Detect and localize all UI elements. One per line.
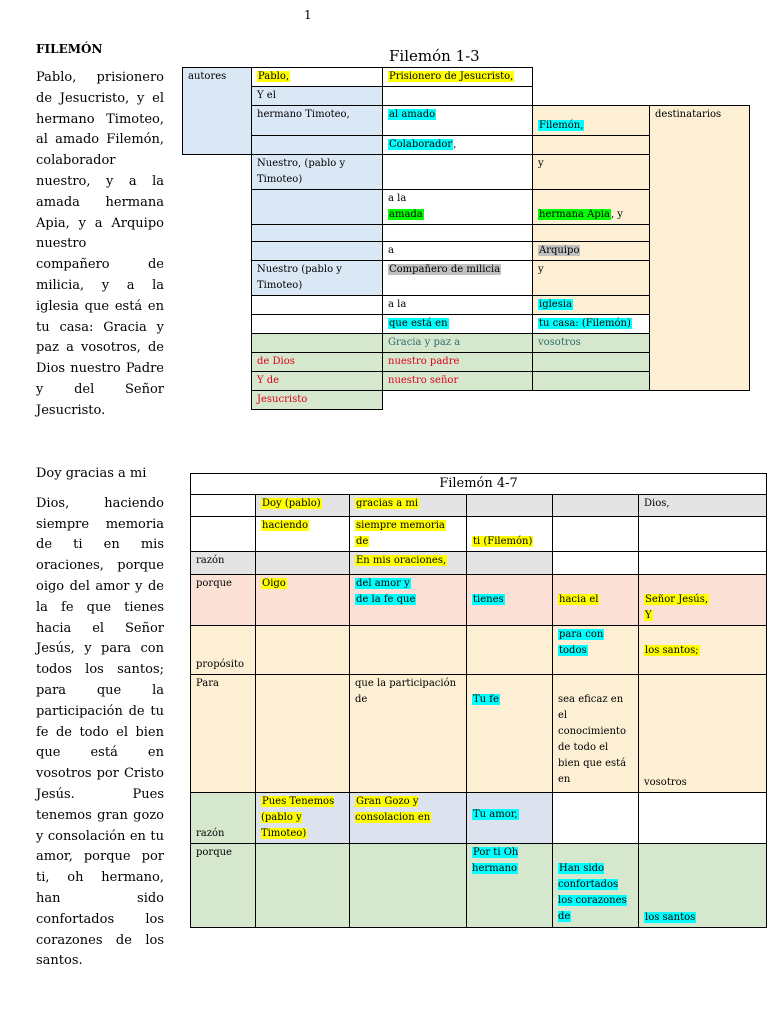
- destinatarios-cell: destinatarios: [650, 106, 750, 391]
- page-number: 1: [304, 8, 312, 22]
- table-row: haciendo siempre memoria de ti (Filemón): [191, 517, 767, 552]
- table-row: Para que la participación de Tu fe sea eficaz en el conocimiento de todo el bien que está en vosotros: [191, 675, 767, 793]
- table-row: de Dios nuestro padre: [183, 353, 750, 372]
- table-row: razón En mis oraciones,: [191, 552, 767, 575]
- table-row: Y de nuestro señor: [183, 372, 750, 391]
- table-row: a Arquipo: [183, 242, 750, 261]
- table-row: que está en tu casa: (Filemón): [183, 315, 750, 334]
- table-row: a la amada hermana Apia, y: [183, 190, 750, 225]
- table-row: razón Pues Tenemos (pablo y Timoteo) Gran Gozo y consolacion en Tu amor,: [191, 793, 767, 844]
- table-row: propósito para con todos los santos;: [191, 626, 767, 675]
- table-filemon-4-7: [190, 473, 767, 928]
- passage2-intro: Doy gracias a mi: [36, 466, 147, 481]
- table-row: Gracia y paz a vosotros: [183, 334, 750, 353]
- table-row: Nuestro, (pablo y Timoteo) y: [183, 155, 750, 190]
- table-row: a la iglesia: [183, 296, 750, 315]
- passage-filemon-1-3: [36, 68, 164, 422]
- autores-cell: autores: [183, 68, 252, 155]
- table-row: Nuestro (pablo y Timoteo) Compañero de milicia y: [183, 261, 750, 296]
- table-row: Doy (pablo) gracias a mi Dios,: [191, 495, 767, 517]
- passage1-text: Pablo, prisionero de Jesucristo, y el hermano Timoteo, al amado Filemón, colaborador nuestro, y a la amada hermana Apia, y a Arquipo nuestro compañero de milicia, y a la iglesia que está en tu casa: Gracia y paz a vosotros, de Dios nuestro Padre y del Señor Jesucristo.: [36, 70, 164, 418]
- table-row: Y el: [183, 87, 750, 106]
- passage-filemon-4-7: [36, 464, 164, 972]
- table2-title: Filemón 4-7: [191, 474, 767, 495]
- section-heading: FILEMÓN: [36, 42, 103, 56]
- table-header-row: [191, 474, 767, 495]
- table-row: porque Por ti Oh hermano Han sido confortados los corazones de los santos: [191, 844, 767, 928]
- table-row: hermano Timoteo, al amado Filemón, destinatarios: [183, 106, 750, 136]
- table-row: porque Oigo del amor y de la fe que tienes hacia el Señor Jesús, Y: [191, 575, 767, 626]
- passage2-text: Dios, haciendo siempre memoria de ti en mis oraciones, porque oigo del amor y de la fe que tienes hacia el Señor Jesús, y para con todos los santos; para que la participación de tu fe de todo el bien que está en vosotros por Cristo Jesús. Pues tenemos gran gozo y consolación en tu amor, porque por ti, oh hermano, han sido confortados los corazones de los santos.: [36, 495, 164, 969]
- table-filemon-1-3: [182, 67, 750, 410]
- table-row: Colaborador,: [183, 136, 750, 155]
- table-row: Jesucristo: [183, 391, 750, 410]
- table1-title: Filemón 1-3: [389, 47, 480, 65]
- table-row: autores Pablo, Prisionero de Jesucristo,: [183, 68, 750, 87]
